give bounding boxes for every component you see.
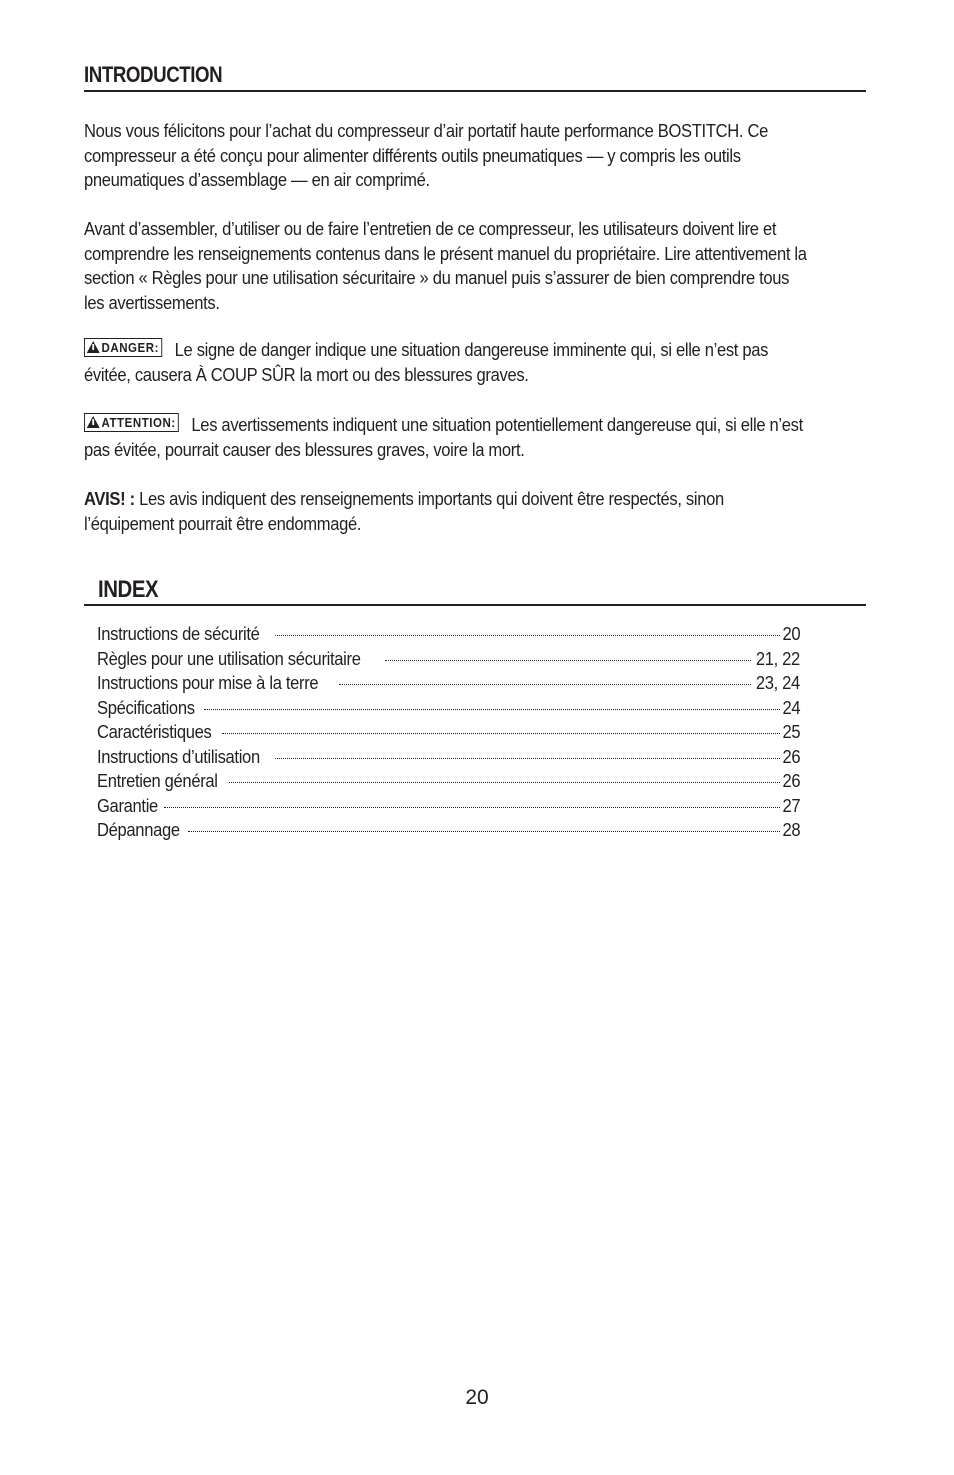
intro-paragraph-1: Nous vous félicitons pour l’achat du compresseur d’air portatif haute performance BOSTITCH. Ce compresseur a été conçu pour alimenter différents outils pneumatiques — y compris les outils pneumatiques d’assemblage — en air comprimé. (84, 121, 768, 191)
intro-paragraph-2: Avant d’assembler, d’utiliser ou de faire l’entretien de ce compresseur, les utilisateurs doivent lire et comprendre les renseignements contenus dans le présent manuel du propriétaire. Lire attentivement la section « Règles pour une utilisation sécuritaire » du manuel puis s’assurer de bien comprendre tous les avertissements. (84, 219, 807, 313)
index-entry (97, 622, 800, 647)
index-entry-label: Dépannage (97, 820, 180, 840)
index-entry-leader (339, 684, 751, 685)
danger-paragraph (84, 338, 811, 387)
index-entry-leader (229, 782, 780, 783)
index-entry-page: 25 (782, 722, 800, 742)
avis-paragraph (84, 487, 811, 536)
index-entry-page: 24 (782, 697, 800, 718)
index-entry-leader (164, 807, 779, 808)
danger-badge-label: DANGER: (101, 341, 160, 355)
index-entry-leader (275, 635, 780, 636)
index-entry-leader (222, 733, 779, 734)
index-entry (97, 745, 800, 770)
attention-paragraph (84, 413, 811, 462)
index-entry-label: Garantie (97, 795, 158, 816)
index-entry-page: 26 (782, 771, 800, 791)
index-entry-page: 20 (782, 624, 800, 644)
avis-label: AVIS! : (84, 489, 135, 509)
index-entry-label: Instructions pour mise à la terre (97, 673, 319, 693)
index-entry-label: Entretien général (97, 771, 218, 791)
index-list (97, 622, 800, 843)
index-entry-leader (204, 709, 780, 710)
index-entry-page: 23, 24 (755, 673, 800, 693)
danger-badge (84, 338, 162, 357)
attention-badge (84, 413, 179, 432)
warning-triangle-icon (87, 341, 100, 353)
index-entry-leader (188, 831, 780, 832)
index-entry-page: 28 (782, 820, 800, 840)
danger-text: Le signe de danger indique une situation dangereuse imminente qui, si elle n’est pas évitée, causera À COUP SÛR la mort ou des blessures graves. (84, 340, 769, 385)
introduction-heading-text: INTRODUCTION (84, 62, 223, 87)
index-entry-leader (275, 758, 780, 759)
index-entry (97, 696, 800, 721)
index-entry-page: 21, 22 (755, 648, 800, 669)
warning-triangle-icon (87, 416, 100, 428)
index-heading-text: INDEX (98, 576, 159, 603)
avis-text: Les avis indiquent des renseignements importants qui doivent être respectés, sinon l’équipement pourrait être endommagé. (84, 489, 724, 534)
index-entry (97, 720, 800, 745)
index-entry (97, 671, 800, 696)
index-entry (97, 818, 800, 843)
index-entry-page: 27 (782, 795, 800, 816)
index-entry-label: Règles pour une utilisation sécuritaire (97, 648, 361, 669)
index-entry (97, 647, 800, 672)
attention-badge-label: ATTENTION: (101, 416, 176, 430)
index-heading (84, 576, 866, 606)
index-entry-label: Spécifications (97, 697, 195, 718)
index-entry (97, 794, 800, 819)
page-number: 20 (465, 1386, 489, 1409)
index-entry-label: Instructions de sécurité (97, 624, 260, 644)
index-entry-leader (385, 660, 752, 661)
index-entry (97, 769, 800, 794)
attention-text: Les avertissements indiquent une situation potentiellement dangereuse qui, si elle n’est pas évitée, pourrait causer des blessures graves, voire la mort. (84, 415, 803, 460)
index-entry-page: 26 (782, 746, 800, 767)
index-entry-label: Caractéristiques (97, 722, 212, 742)
introduction-heading (84, 62, 866, 92)
index-entry-label: Instructions d’utilisation (97, 746, 260, 767)
